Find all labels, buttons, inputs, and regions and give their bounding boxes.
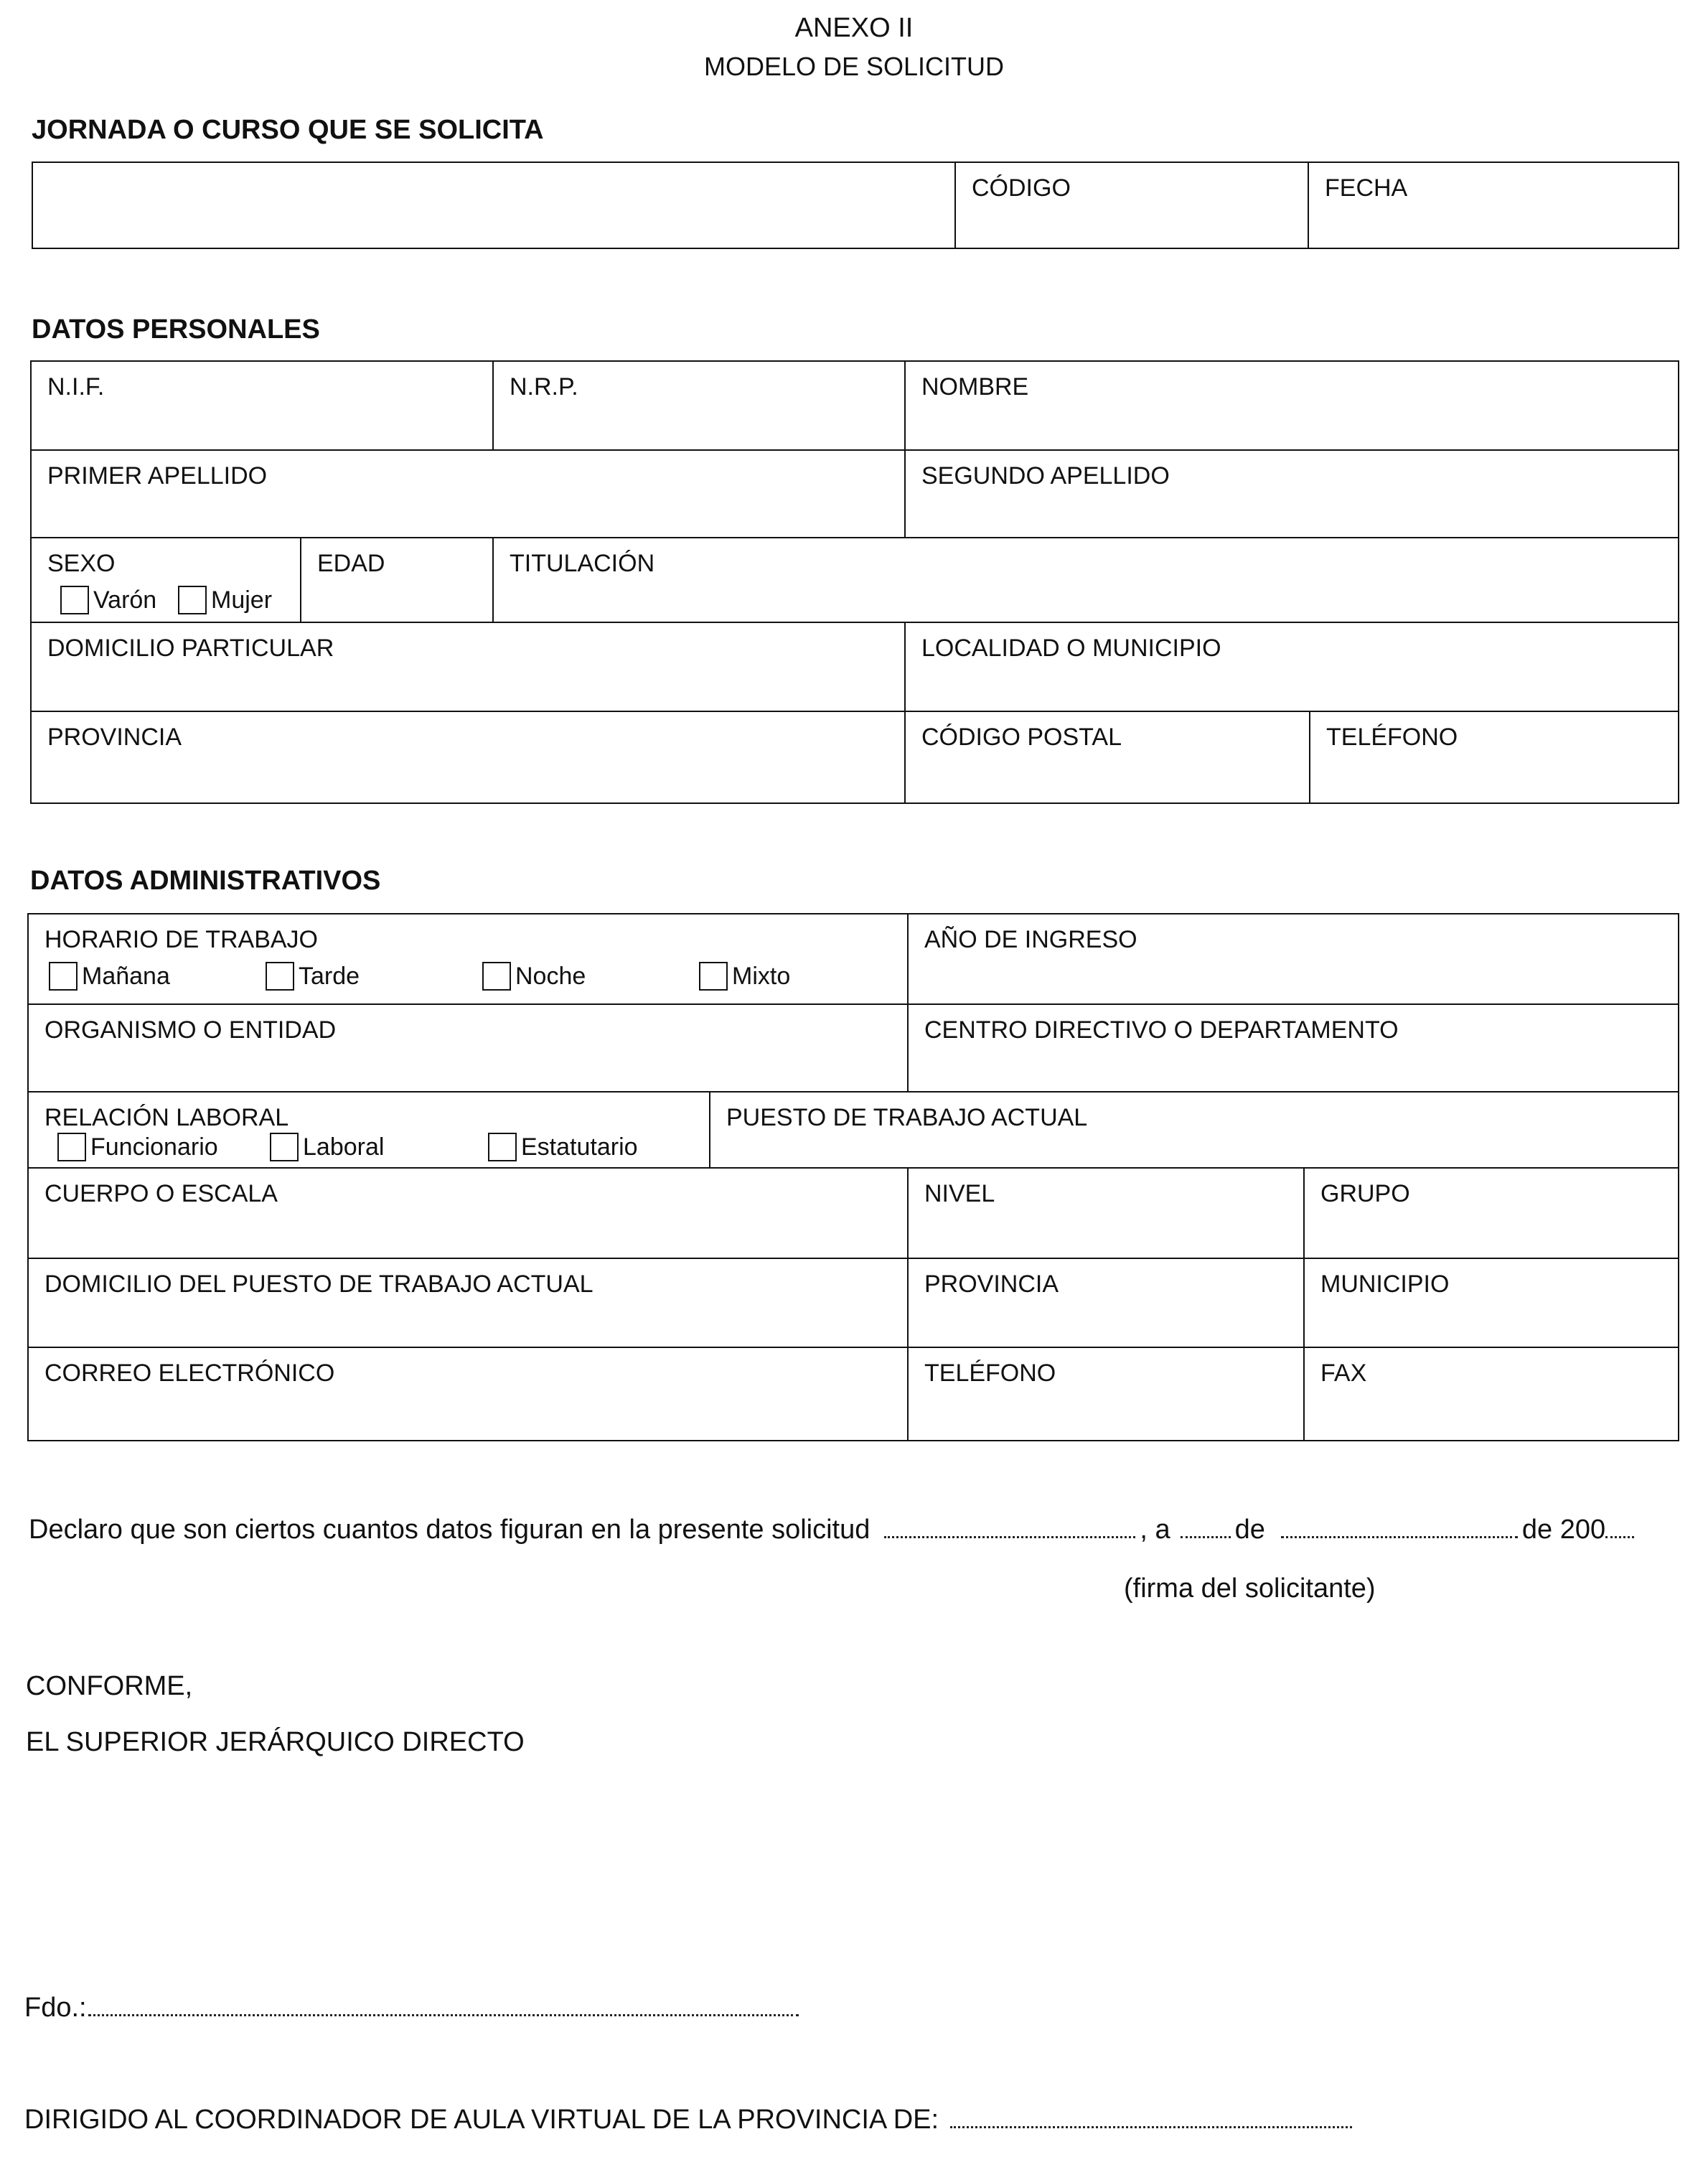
estatutario-label: Estatutario <box>521 1133 638 1161</box>
noche-label: Noche <box>515 962 586 990</box>
relacion-field <box>29 1091 709 1167</box>
personal-section-table <box>30 360 1679 804</box>
correo-label: CORREO ELECTRÓNICO <box>44 1360 335 1387</box>
provincia-field[interactable] <box>32 711 904 803</box>
declaration-line <box>29 1515 1638 1545</box>
funcionario-label: Funcionario <box>90 1133 218 1161</box>
nombre-field[interactable] <box>904 362 1678 449</box>
varon-checkbox[interactable] <box>60 586 89 614</box>
nif-label: N.I.F. <box>47 373 105 401</box>
fax-field[interactable] <box>1303 1347 1678 1440</box>
centro-label: CENTRO DIRECTIVO O DEPARTAMENTO <box>924 1016 1399 1044</box>
horario-label: HORARIO DE TRABAJO <box>44 926 318 953</box>
funcionario-option[interactable] <box>57 1133 218 1161</box>
grupo-label: GRUPO <box>1320 1180 1410 1207</box>
annex-title: ANEXO II <box>794 13 914 43</box>
provincia-puesto-field[interactable] <box>907 1258 1303 1347</box>
provincia-destino-blank[interactable] <box>950 2125 1352 2128</box>
nrp-label: N.R.P. <box>510 373 578 401</box>
form-subtitle: MODELO DE SOLICITUD <box>703 52 1005 81</box>
fdo-label: Fdo.: <box>24 1993 87 2023</box>
anio-ingreso-label: AÑO DE INGRESO <box>924 926 1137 953</box>
laboral-checkbox[interactable] <box>270 1133 299 1161</box>
estatutario-checkbox[interactable] <box>488 1133 517 1161</box>
tarde-checkbox[interactable] <box>266 962 294 991</box>
domicilio-puesto-field[interactable] <box>29 1258 907 1347</box>
codigo-postal-label: CÓDIGO POSTAL <box>921 724 1122 751</box>
laboral-option[interactable] <box>270 1133 384 1161</box>
course-section-table <box>32 162 1679 249</box>
fax-label: FAX <box>1320 1360 1367 1387</box>
relacion-label: RELACIÓN LABORAL <box>44 1104 289 1131</box>
course-date-field[interactable] <box>1308 163 1678 248</box>
course-code-label: CÓDIGO <box>972 174 1071 202</box>
personal-section-heading: DATOS PERSONALES <box>32 314 320 345</box>
manana-checkbox[interactable] <box>49 962 78 991</box>
manana-option[interactable] <box>49 962 170 991</box>
conforme-text: CONFORME, <box>26 1671 193 1701</box>
course-section-heading: JORNADA O CURSO QUE SE SOLICITA <box>32 115 544 145</box>
horario-field <box>29 914 907 1003</box>
titulacion-label: TITULACIÓN <box>510 550 655 577</box>
telefono-personal-field[interactable] <box>1309 711 1678 803</box>
mixto-checkbox[interactable] <box>699 962 728 991</box>
primer-apellido-label: PRIMER APELLIDO <box>47 462 268 490</box>
sexo-label: SEXO <box>47 550 116 577</box>
nivel-label: NIVEL <box>924 1180 995 1207</box>
telefono-admin-label: TELÉFONO <box>924 1360 1056 1387</box>
provincia-label: PROVINCIA <box>47 724 182 751</box>
day-blank[interactable] <box>1181 1535 1231 1538</box>
mujer-label: Mujer <box>211 586 273 614</box>
organismo-field[interactable] <box>29 1003 907 1091</box>
declaration-text: Declaro que son ciertos cuantos datos figuran en la presente solicitud <box>29 1515 871 1545</box>
estatutario-option[interactable] <box>488 1133 638 1161</box>
cuerpo-label: CUERPO O ESCALA <box>44 1180 278 1207</box>
dirigido-text: DIRIGIDO AL COORDINADOR DE AULA VIRTUAL DE LA PROVINCIA DE: <box>24 2105 939 2135</box>
mujer-checkbox[interactable] <box>178 586 207 614</box>
domicilio-label: DOMICILIO PARTICULAR <box>47 635 334 662</box>
nivel-field[interactable] <box>907 1167 1303 1258</box>
grupo-field[interactable] <box>1303 1167 1678 1258</box>
laboral-label: Laboral <box>303 1133 385 1161</box>
nif-field[interactable] <box>32 362 492 449</box>
superior-text: EL SUPERIOR JERÁRQUICO DIRECTO <box>26 1727 525 1757</box>
puesto-label: PUESTO DE TRABAJO ACTUAL <box>726 1104 1088 1131</box>
varon-label: Varón <box>93 586 157 614</box>
fdo-signature-blank[interactable] <box>88 2013 799 2016</box>
tarde-option[interactable] <box>266 962 360 991</box>
localidad-field[interactable] <box>904 622 1678 711</box>
place-blank[interactable] <box>884 1535 1135 1538</box>
month-blank[interactable] <box>1281 1535 1518 1538</box>
nombre-label: NOMBRE <box>921 373 1029 401</box>
cuerpo-field[interactable] <box>29 1167 907 1258</box>
varon-option[interactable] <box>60 586 156 614</box>
year-blank[interactable] <box>1605 1535 1634 1538</box>
noche-checkbox[interactable] <box>482 962 511 991</box>
nrp-field[interactable] <box>492 362 904 449</box>
municipio-field[interactable] <box>1303 1258 1678 1347</box>
sexo-field <box>32 537 300 622</box>
puesto-field[interactable] <box>709 1091 1678 1167</box>
centro-field[interactable] <box>907 1003 1678 1091</box>
segundo-apellido-label: SEGUNDO APELLIDO <box>921 462 1170 490</box>
manana-label: Mañana <box>82 962 170 990</box>
segundo-apellido-field[interactable] <box>904 449 1678 537</box>
primer-apellido-field[interactable] <box>32 449 904 537</box>
noche-option[interactable] <box>482 962 586 991</box>
domicilio-puesto-label: DOMICILIO DEL PUESTO DE TRABAJO ACTUAL <box>44 1271 593 1298</box>
titulacion-field[interactable] <box>492 537 1678 622</box>
signature-caption: (firma del solicitante) <box>1124 1573 1376 1604</box>
domicilio-field[interactable] <box>32 622 904 711</box>
tarde-label: Tarde <box>299 962 360 990</box>
mixto-label: Mixto <box>732 962 791 990</box>
edad-field[interactable] <box>300 537 492 622</box>
fdo-line <box>24 1993 803 2023</box>
admin-section-table <box>27 913 1679 1441</box>
organismo-label: ORGANISMO O ENTIDAD <box>44 1016 337 1044</box>
mixto-option[interactable] <box>699 962 790 991</box>
mujer-option[interactable] <box>178 586 272 614</box>
provincia-puesto-label: PROVINCIA <box>924 1271 1059 1298</box>
anio-ingreso-field[interactable] <box>907 914 1678 1003</box>
funcionario-checkbox[interactable] <box>57 1133 86 1161</box>
course-name-field[interactable] <box>33 163 954 248</box>
localidad-label: LOCALIDAD O MUNICIPIO <box>921 635 1221 662</box>
course-date-label: FECHA <box>1325 174 1408 202</box>
declaration-de: de <box>1234 1515 1265 1545</box>
telefono-admin-field[interactable] <box>907 1347 1303 1440</box>
edad-label: EDAD <box>317 550 385 577</box>
municipio-label: MUNICIPIO <box>1320 1271 1450 1298</box>
course-code-field[interactable] <box>954 163 1308 248</box>
codigo-postal-field[interactable] <box>904 711 1309 803</box>
telefono-personal-label: TELÉFONO <box>1326 724 1458 751</box>
correo-field[interactable] <box>29 1347 907 1440</box>
admin-section-heading: DATOS ADMINISTRATIVOS <box>30 866 381 896</box>
dirigido-line <box>24 2105 1356 2135</box>
declaration-a: , a <box>1140 1515 1170 1545</box>
declaration-de-year: de 200 <box>1521 1515 1606 1545</box>
